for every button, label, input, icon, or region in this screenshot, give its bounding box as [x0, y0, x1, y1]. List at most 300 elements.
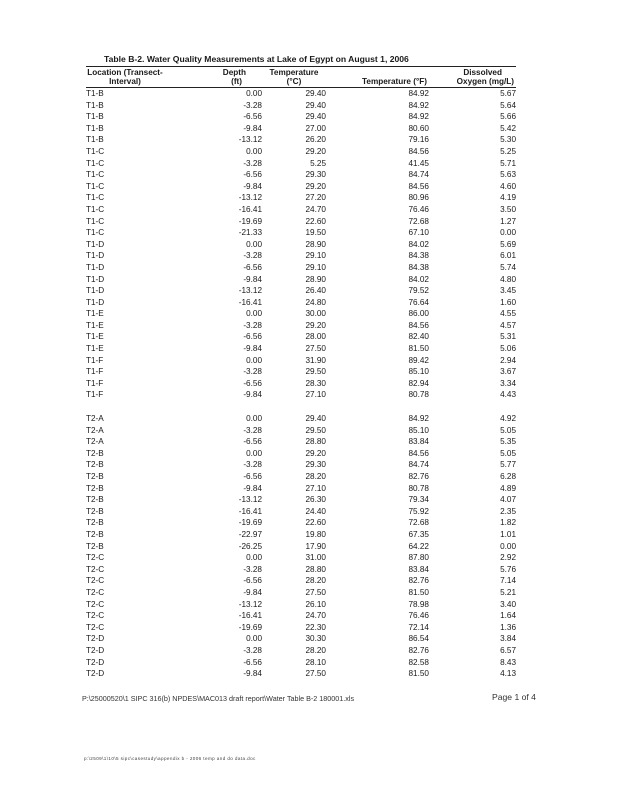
location-cell: T2-D: [86, 657, 105, 667]
depth-cell: -16.41: [238, 506, 262, 516]
table-row: [86, 216, 516, 228]
depth-cell: -19.69: [238, 518, 262, 528]
depth-cell: 0.00: [246, 146, 262, 156]
temp-f-cell: 84.56: [408, 448, 429, 458]
header-location: Location (Transect-: [87, 68, 163, 77]
temp-c-cell: 29.30: [305, 170, 326, 180]
table-row: [86, 123, 516, 135]
location-cell: T2-B: [86, 541, 104, 551]
temp-c-cell: 28.20: [305, 472, 326, 481]
temp-f-cell: 80.96: [408, 193, 429, 203]
oxygen-cell: 3.34: [500, 378, 516, 388]
location-cell: T1-B: [86, 123, 104, 133]
table-row: [86, 425, 516, 437]
depth-cell: -13.12: [238, 599, 262, 609]
oxygen-cell: 5.06: [500, 344, 516, 354]
oxygen-cell: 0.00: [500, 541, 516, 551]
depth-cell: -9.84: [243, 344, 262, 354]
table-row: [86, 471, 516, 483]
table-row: [86, 378, 516, 390]
depth-cell: -3.28: [243, 320, 262, 330]
location-cell: T2-B: [86, 506, 104, 516]
footer-file-path: P:\25000520\1 SIPC 316(b) NPDES\MAC013 draft report\Water Table B-2 180001.xls: [82, 694, 355, 703]
table-row: [86, 622, 516, 634]
table-row: [86, 413, 516, 425]
temp-c-cell: 29.40: [305, 89, 326, 98]
footer-page-number: Page 1 of 4: [492, 692, 536, 702]
location-cell: T1-F: [86, 378, 104, 388]
temp-f-cell: 82.76: [408, 645, 429, 655]
temp-f-cell: 84.38: [408, 251, 429, 261]
table-row: [86, 158, 516, 170]
table-row: [86, 204, 516, 216]
location-cell: T2-A: [86, 425, 104, 435]
depth-cell: -3.28: [243, 251, 262, 261]
temp-f-cell: 72.68: [408, 518, 429, 528]
header-depth: Depth: [164, 67, 262, 78]
header-temp-c: Temperature: [262, 67, 326, 78]
table-row: [86, 192, 516, 204]
location-cell: T2-B: [86, 529, 104, 539]
temp-f-cell: 84.56: [408, 181, 429, 191]
oxygen-cell: 2.35: [500, 506, 516, 516]
location-cell: T2-C: [86, 553, 105, 563]
temp-f-cell: 72.14: [408, 622, 429, 632]
temp-f-cell: 84.38: [408, 262, 429, 272]
header-location-sub: Interval): [86, 77, 164, 88]
temp-c-cell: 5.25: [310, 158, 326, 168]
temp-f-cell: 84.56: [408, 320, 429, 330]
depth-cell: -13.12: [238, 495, 262, 505]
depth-cell: -9.84: [243, 587, 262, 597]
location-cell: T2-D: [86, 669, 105, 679]
temp-f-cell: 67.10: [408, 228, 429, 238]
oxygen-cell: 4.57: [500, 320, 516, 330]
oxygen-cell: 1.64: [500, 611, 516, 621]
depth-cell: -3.28: [243, 425, 262, 435]
oxygen-cell: 4.60: [500, 181, 516, 191]
table-row: [86, 552, 516, 564]
depth-cell: -6.56: [243, 262, 262, 272]
location-cell: T1-D: [86, 251, 105, 261]
location-cell: T1-F: [86, 367, 104, 377]
table-row: [86, 599, 516, 611]
table-title: Table B-2. Water Quality Measurements at Lake of Egypt on August 1, 2006: [104, 54, 409, 64]
oxygen-cell: 4.92: [500, 414, 516, 424]
oxygen-cell: 4.07: [500, 495, 516, 505]
temp-f-cell: 72.68: [408, 216, 429, 226]
table-row: [86, 436, 516, 448]
oxygen-cell: 5.69: [500, 239, 516, 249]
temp-f-cell: 84.92: [408, 414, 429, 424]
temp-c-cell: 26.30: [305, 495, 326, 505]
temp-f-cell: 76.46: [408, 611, 429, 621]
depth-cell: 0.00: [246, 634, 262, 644]
location-cell: T1-E: [86, 309, 104, 319]
depth-cell: -16.41: [238, 297, 262, 307]
oxygen-cell: 1.27: [500, 216, 516, 226]
location-cell: T1-F: [86, 390, 104, 400]
depth-cell: -6.56: [243, 472, 262, 481]
table-row: [86, 564, 516, 576]
header-temp-c-unit: (°C): [262, 77, 326, 88]
table-row: [86, 575, 516, 587]
table-row: [86, 657, 516, 669]
depth-cell: -13.12: [238, 193, 262, 203]
location-cell: T2-C: [86, 599, 105, 609]
temp-c-cell: 29.20: [305, 146, 326, 156]
location-cell: T2-C: [86, 587, 105, 597]
table-row: [86, 633, 516, 645]
header-oxygen: Dissolved: [429, 67, 516, 78]
location-cell: T1-C: [86, 181, 105, 191]
temp-f-cell: 87.80: [408, 553, 429, 563]
depth-cell: -13.12: [238, 135, 262, 145]
table-row: [86, 448, 516, 460]
temp-c-cell: 27.50: [305, 344, 326, 354]
table-row: [86, 366, 516, 378]
depth-cell: 0.00: [246, 89, 262, 98]
header-oxygen-unit: Oxygen (mg/L): [429, 77, 516, 88]
header-depth-unit: (ft): [164, 77, 262, 88]
table-row: [86, 506, 516, 518]
depth-cell: -9.84: [243, 390, 262, 400]
table-row: [86, 389, 516, 401]
temp-f-cell: 84.92: [408, 112, 429, 122]
table-row: [86, 355, 516, 367]
oxygen-cell: 5.05: [500, 425, 516, 435]
temp-f-cell: 79.16: [408, 135, 429, 145]
depth-cell: -3.28: [243, 100, 262, 110]
temp-c-cell: 19.80: [305, 529, 326, 539]
temp-c-cell: 22.60: [305, 216, 326, 226]
temp-f-cell: 64.22: [408, 541, 429, 551]
table-row: [86, 343, 516, 355]
temp-c-cell: 29.40: [305, 100, 326, 110]
temp-c-cell: 30.00: [305, 309, 326, 319]
temp-f-cell: 82.76: [408, 576, 429, 586]
location-cell: T1-F: [86, 355, 104, 365]
depth-cell: 0.00: [246, 355, 262, 365]
location-cell: T1-D: [86, 274, 105, 284]
location-cell: T1-B: [86, 100, 104, 110]
depth-cell: -26.25: [238, 541, 262, 551]
oxygen-cell: 5.05: [500, 448, 516, 458]
oxygen-cell: 5.25: [500, 146, 516, 156]
depth-cell: 0.00: [246, 414, 262, 424]
temp-f-cell: 81.50: [408, 669, 429, 679]
temp-c-cell: 29.20: [305, 448, 326, 458]
temp-c-cell: 28.80: [305, 564, 326, 574]
location-cell: T2-A: [86, 437, 104, 447]
oxygen-cell: 1.60: [500, 297, 516, 307]
location-cell: T1-B: [86, 135, 104, 145]
temp-c-cell: 28.10: [305, 657, 326, 667]
depth-cell: -3.28: [243, 645, 262, 655]
temp-f-cell: 82.58: [408, 657, 429, 667]
table-row: [86, 494, 516, 506]
oxygen-cell: 2.94: [500, 355, 516, 365]
temp-f-cell: 67.35: [408, 529, 429, 539]
temp-c-cell: 29.50: [305, 367, 326, 377]
location-cell: T1-B: [86, 89, 104, 98]
location-cell: T1-E: [86, 332, 104, 342]
depth-cell: 0.00: [246, 553, 262, 563]
temp-c-cell: 31.90: [305, 355, 326, 365]
depth-cell: -22.97: [238, 529, 262, 539]
oxygen-cell: 4.55: [500, 309, 516, 319]
temp-c-cell: 26.10: [305, 599, 326, 609]
table-row: [86, 517, 516, 529]
depth-cell: -9.84: [243, 123, 262, 133]
header-temp-f: Temperature (°F): [326, 77, 429, 88]
table-row: [86, 541, 516, 553]
header-temp-f-blank: [326, 67, 429, 78]
table-row: [86, 331, 516, 343]
temp-c-cell: 27.50: [305, 587, 326, 597]
temp-c-cell: 28.20: [305, 576, 326, 586]
temp-c-cell: 29.10: [305, 251, 326, 261]
oxygen-cell: 4.80: [500, 274, 516, 284]
oxygen-cell: 5.67: [500, 89, 516, 98]
temp-c-cell: 28.20: [305, 645, 326, 655]
oxygen-cell: 1.82: [500, 518, 516, 528]
table-row: [86, 262, 516, 274]
location-cell: T1-E: [86, 344, 104, 354]
oxygen-cell: 3.45: [500, 286, 516, 296]
oxygen-cell: 3.50: [500, 204, 516, 214]
depth-cell: -21.33: [238, 228, 262, 238]
depth-cell: 0.00: [246, 448, 262, 458]
oxygen-cell: 8.43: [500, 657, 516, 667]
depth-cell: -16.41: [238, 611, 262, 621]
depth-cell: -19.69: [238, 216, 262, 226]
depth-cell: 0.00: [246, 239, 262, 249]
table-spacer-row: [86, 401, 516, 413]
temp-f-cell: 82.40: [408, 332, 429, 342]
depth-cell: -3.28: [243, 460, 262, 470]
table-row: [86, 587, 516, 599]
oxygen-cell: 5.21: [500, 587, 516, 597]
depth-cell: -9.84: [243, 669, 262, 679]
table-row: [86, 610, 516, 622]
temp-f-cell: 82.76: [408, 472, 429, 481]
depth-cell: -6.56: [243, 437, 262, 447]
oxygen-cell: 4.89: [500, 483, 516, 493]
oxygen-cell: 5.77: [500, 460, 516, 470]
oxygen-cell: 6.57: [500, 645, 516, 655]
temp-c-cell: 30.30: [305, 634, 326, 644]
temp-c-cell: 29.40: [305, 112, 326, 122]
depth-cell: -9.84: [243, 274, 262, 284]
temp-c-cell: 29.50: [305, 425, 326, 435]
temp-f-cell: 84.02: [408, 239, 429, 249]
table-row: [86, 308, 516, 320]
temp-c-cell: 29.40: [305, 414, 326, 424]
temp-c-cell: 27.20: [305, 193, 326, 203]
temp-f-cell: 83.84: [408, 564, 429, 574]
depth-cell: -3.28: [243, 367, 262, 377]
table-row: [86, 100, 516, 112]
location-cell: T2-C: [86, 576, 105, 586]
table-row: [86, 668, 516, 680]
depth-cell: -9.84: [243, 483, 262, 493]
temp-c-cell: 19.50: [305, 228, 326, 238]
location-cell: T1-D: [86, 239, 105, 249]
water-quality-table: [86, 66, 516, 680]
temp-f-cell: 41.45: [408, 158, 429, 168]
location-cell: T2-C: [86, 564, 105, 574]
table-row: [86, 274, 516, 286]
table-row: [86, 227, 516, 239]
oxygen-cell: 2.92: [500, 553, 516, 563]
temp-f-cell: 75.92: [408, 506, 429, 516]
oxygen-cell: 5.74: [500, 262, 516, 272]
temp-f-cell: 80.78: [408, 390, 429, 400]
bottom-file-note: p:\2509\1\10\5 sipc\casestudy\appendix b - 2006 temp and do data.doc: [84, 756, 256, 761]
location-cell: T2-A: [86, 414, 104, 424]
location-cell: T1-D: [86, 262, 105, 272]
temp-f-cell: 89.42: [408, 355, 429, 365]
oxygen-cell: 3.84: [500, 634, 516, 644]
oxygen-cell: 5.30: [500, 135, 516, 145]
temp-c-cell: 17.90: [305, 541, 326, 551]
table-row: [86, 181, 516, 193]
location-cell: T1-C: [86, 170, 105, 180]
temp-c-cell: 31.00: [305, 553, 326, 563]
oxygen-cell: 5.64: [500, 100, 516, 110]
temp-f-cell: 83.84: [408, 437, 429, 447]
depth-cell: -3.28: [243, 158, 262, 168]
temp-f-cell: 81.50: [408, 587, 429, 597]
temp-f-cell: 85.10: [408, 425, 429, 435]
table-row: [86, 111, 516, 123]
temp-f-cell: 81.50: [408, 344, 429, 354]
temp-f-cell: 79.52: [408, 286, 429, 296]
temp-f-cell: 76.46: [408, 204, 429, 214]
temp-c-cell: 24.80: [305, 297, 326, 307]
depth-cell: -6.56: [243, 112, 262, 122]
temp-c-cell: 24.40: [305, 506, 326, 516]
temp-f-cell: 84.92: [408, 89, 429, 98]
table-row: [86, 529, 516, 541]
temp-c-cell: 27.50: [305, 669, 326, 679]
temp-c-cell: 22.60: [305, 518, 326, 528]
temp-c-cell: 24.70: [305, 204, 326, 214]
temp-c-cell: 27.10: [305, 390, 326, 400]
temp-c-cell: 29.30: [305, 460, 326, 470]
table-row: [86, 250, 516, 262]
location-cell: T2-C: [86, 622, 105, 632]
oxygen-cell: 5.31: [500, 332, 516, 342]
table-row: [86, 88, 516, 100]
temp-c-cell: 27.00: [305, 123, 326, 133]
table-row: [86, 645, 516, 657]
temp-c-cell: 29.20: [305, 320, 326, 330]
depth-cell: -3.28: [243, 564, 262, 574]
location-cell: T2-B: [86, 448, 104, 458]
depth-cell: -6.56: [243, 576, 262, 586]
depth-cell: 0.00: [246, 309, 262, 319]
temp-c-cell: 26.20: [305, 135, 326, 145]
temp-c-cell: 28.90: [305, 239, 326, 249]
location-cell: T2-C: [86, 611, 105, 621]
oxygen-cell: 5.63: [500, 170, 516, 180]
temp-f-cell: 80.60: [408, 123, 429, 133]
temp-f-cell: 85.10: [408, 367, 429, 377]
temp-f-cell: 76.64: [408, 297, 429, 307]
temp-f-cell: 82.94: [408, 378, 429, 388]
depth-cell: -6.56: [243, 332, 262, 342]
table-row: [86, 320, 516, 332]
location-cell: T1-C: [86, 216, 105, 226]
oxygen-cell: 6.28: [500, 472, 516, 481]
location-cell: T1-C: [86, 204, 105, 214]
temp-f-cell: 84.74: [408, 460, 429, 470]
depth-cell: -9.84: [243, 181, 262, 191]
location-cell: T1-C: [86, 146, 105, 156]
table-row: [86, 297, 516, 309]
header-row-2: [86, 77, 516, 88]
table-row: [86, 285, 516, 297]
temp-c-cell: 22.30: [305, 622, 326, 632]
oxygen-cell: 0.00: [500, 228, 516, 238]
oxygen-cell: 1.36: [500, 622, 516, 632]
temp-c-cell: 28.00: [305, 332, 326, 342]
location-cell: T2-B: [86, 460, 104, 470]
oxygen-cell: 3.40: [500, 599, 516, 609]
temp-c-cell: 28.30: [305, 378, 326, 388]
oxygen-cell: 4.13: [500, 669, 516, 679]
depth-cell: -19.69: [238, 622, 262, 632]
temp-c-cell: 29.10: [305, 262, 326, 272]
temp-f-cell: 80.78: [408, 483, 429, 493]
temp-c-cell: 28.80: [305, 437, 326, 447]
oxygen-cell: 3.67: [500, 367, 516, 377]
table-row: [86, 146, 516, 158]
oxygen-cell: 4.19: [500, 193, 516, 203]
spacer-cell: [86, 401, 516, 413]
location-cell: T2-B: [86, 483, 104, 493]
temp-f-cell: 84.92: [408, 100, 429, 110]
depth-cell: -13.12: [238, 286, 262, 296]
location-cell: T1-D: [86, 286, 105, 296]
temp-f-cell: 86.54: [408, 634, 429, 644]
oxygen-cell: 5.35: [500, 437, 516, 447]
header-row-1: [86, 67, 516, 78]
location-cell: T2-B: [86, 518, 104, 528]
location-cell: T2-B: [86, 495, 104, 505]
depth-cell: -6.56: [243, 378, 262, 388]
temp-f-cell: 86.00: [408, 309, 429, 319]
table-row: [86, 239, 516, 251]
oxygen-cell: 5.66: [500, 112, 516, 122]
temp-f-cell: 78.98: [408, 599, 429, 609]
temp-f-cell: 79.34: [408, 495, 429, 505]
oxygen-cell: 5.71: [500, 158, 516, 168]
temp-f-cell: 84.02: [408, 274, 429, 284]
location-cell: T1-E: [86, 320, 104, 330]
temp-f-cell: 84.74: [408, 170, 429, 180]
table-row: [86, 134, 516, 146]
table-body: [86, 88, 516, 680]
location-cell: T2-D: [86, 634, 105, 644]
location-cell: T2-B: [86, 472, 104, 481]
temp-c-cell: 27.10: [305, 483, 326, 493]
location-cell: T1-C: [86, 228, 105, 238]
temp-c-cell: 28.90: [305, 274, 326, 284]
oxygen-cell: 5.42: [500, 123, 516, 133]
